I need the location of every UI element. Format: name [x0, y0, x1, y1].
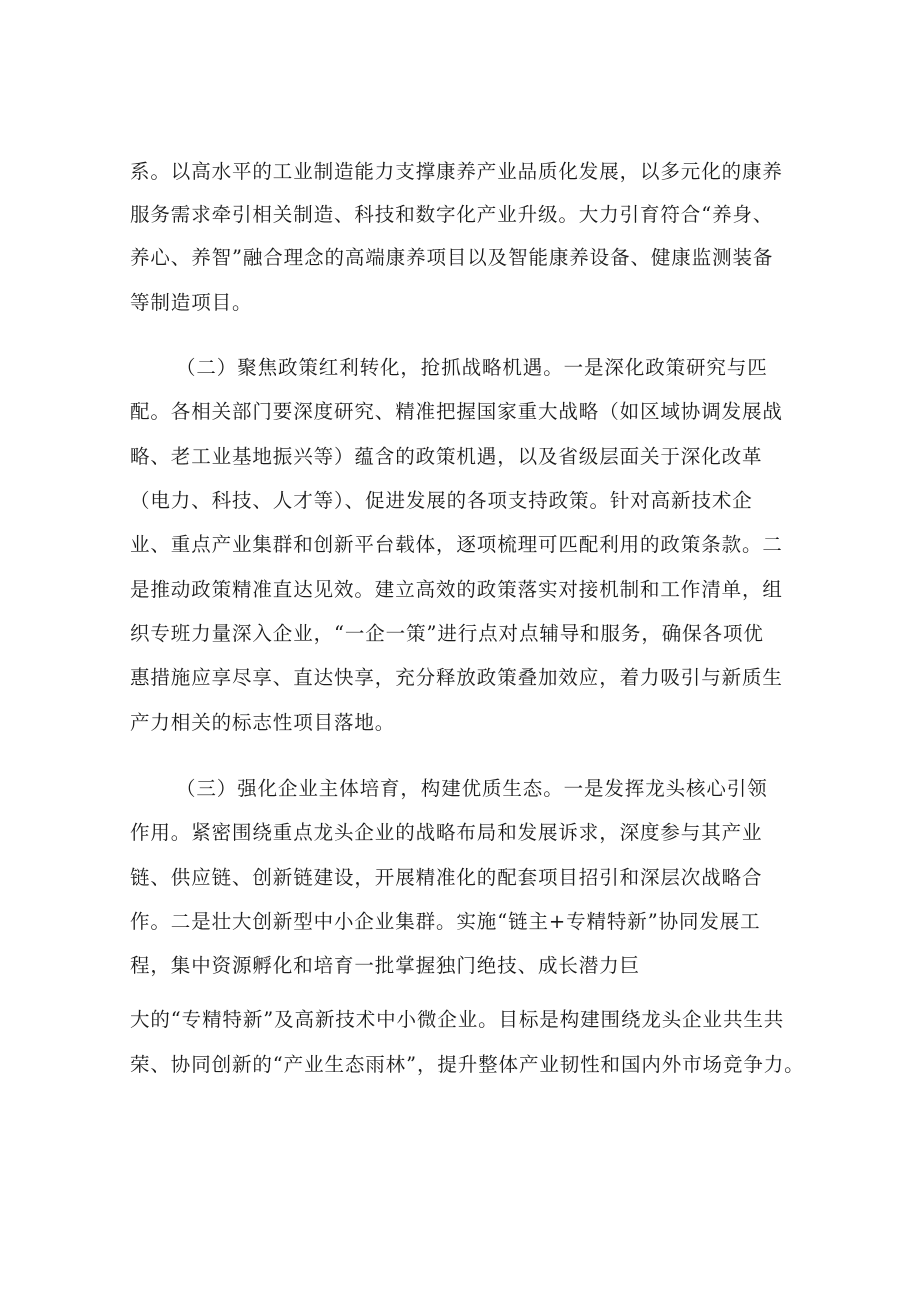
para3-line-1: （三）强化企业主体培育，构建优质生态。一是发挥龙头核心引领 — [176, 777, 768, 800]
para2-line-5: 业、重点产业集群和创新平台载体，逐项梳理可匹配利用的政策条款。二 — [130, 533, 783, 556]
para2-line-4: （电力、科技、人才等）、促进发展的各项支持政策。针对高新技术企 — [130, 489, 753, 512]
para2-line-8: 惠措施应享尽享、直达快享，充分释放政策叠加效应，着力吸引与新质生 — [130, 666, 783, 689]
para3-line-7: 荣、协同创新的“产业生态雨林”，提升整体产业韧性和国内外市场竞争力。 — [130, 1053, 805, 1076]
para3-line-6: 大的“专精特新”及高新技术中小微企业。目标是构建围绕龙头企业共生共 — [130, 1008, 785, 1031]
para2-line-2: 配。各相关部门要深度研究、精准把握国家重大战略（如区域协调发展战 — [130, 400, 783, 423]
para1-line-1: 系。以高水平的工业制造能力支撑康养产业品质化发展，以多元化的康养 — [130, 160, 783, 183]
para2-line-9: 产力相关的标志性项目落地。 — [130, 711, 396, 734]
para2-line-3: 略、老工业基地振兴等）蕴含的政策机遇，以及省级层面关于深化改革 — [130, 445, 763, 468]
para2-line-7: 织专班力量深入企业，“一企一策”进行点对点辅导和服务，确保各项优 — [130, 622, 764, 645]
para1-line-2: 服务需求牵引相关制造、科技和数字化产业升级。大力引育符合“养身、 — [130, 203, 774, 226]
para2-line-1: （二）聚焦政策红利转化，抢抓战略机遇。一是深化政策研究与匹 — [176, 356, 768, 379]
para3-line-2: 作用。紧密围绕重点龙头企业的战略布局和发展诉求，深度参与其产业 — [130, 821, 763, 844]
para3-line-3: 链、供应链、创新链建设，开展精准化的配套项目招引和深层次战略合 — [130, 866, 763, 889]
para1-line-4: 等制造项目。 — [130, 291, 253, 314]
para1-line-3: 养心、养智”融合理念的高端康养项目以及智能康养设备、健康监测装备 — [130, 246, 774, 269]
para3-line-4: 作。二是壮大创新型中小企业集群。实施“链主+专精特新”协同发展工 — [130, 910, 761, 933]
para2-line-6: 是推动政策精准直达见效。建立高效的政策落实对接机制和工作清单，组 — [130, 578, 783, 601]
para3-line-5: 程，集中资源孵化和培育一批掌握独门绝技、成长潜力巨 — [130, 954, 641, 977]
